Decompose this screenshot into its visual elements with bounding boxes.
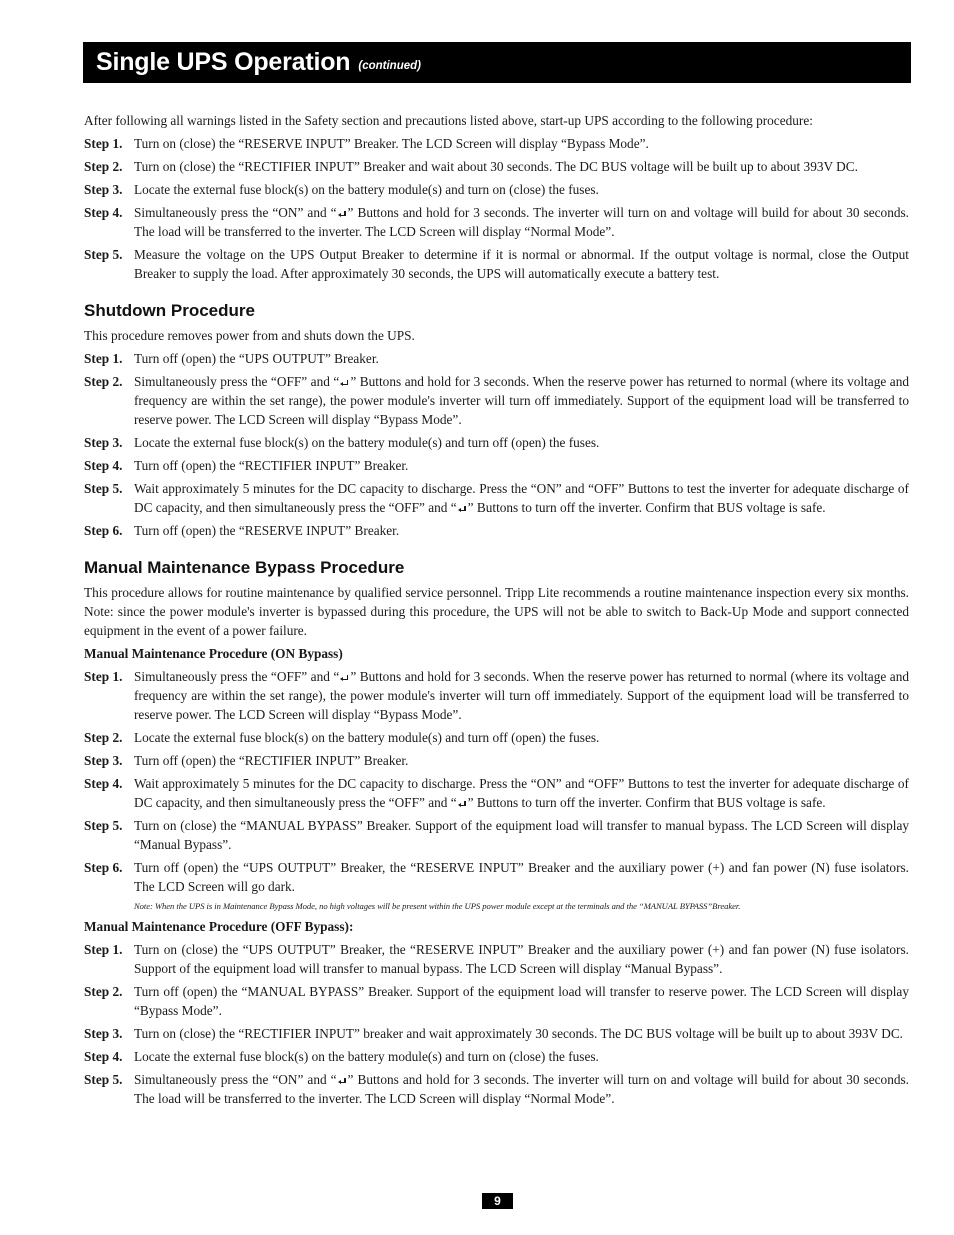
off-bypass-step-4 xyxy=(84,1047,909,1066)
step-text-before-icon: Simultaneously press the “ON” and “ xyxy=(134,1072,337,1087)
step-text: Turn off (open) the “RESERVE INPUT” Breaker. xyxy=(134,523,400,538)
step-text: Measure the voltage on the UPS Output Breaker to determine if it is normal or abnormal. If the output voltage is normal, close the Output Breaker to supply the load. After approximately 30 seconds, the UPS will automatically execute a battery test. xyxy=(134,247,909,281)
startup-step-4 xyxy=(84,203,909,241)
startup-step-3 xyxy=(84,180,909,199)
step-text: Turn on (close) the “UPS OUTPUT” Breaker, the “RESERVE INPUT” Breaker and the auxiliary power (+) and fan power (N) fuse isolators. Support of the equipment load will transfer to manual bypass. The LCD Screen will display “Manual Bypass”. xyxy=(134,942,909,976)
step-text-after-icon: ” Buttons to turn off the inverter. Confirm that BUS voltage is safe. xyxy=(467,500,826,515)
shutdown-step-5 xyxy=(84,479,909,517)
step-label: Step 2. xyxy=(84,984,123,999)
step-text-after-icon: ” Buttons and hold for 3 seconds. When the reserve power has returned to normal (where its voltage and frequency are within the set range), the power module's inverter will turn off immediately. Support of the equipment load will be transferred to reserve power. The LCD Screen will display “Bypass Mode”. xyxy=(134,374,909,427)
shutdown-step-4 xyxy=(84,456,909,475)
startup-step-2 xyxy=(84,157,909,176)
bypass-note: Note: When the UPS is in Maintenance Bypass Mode, no high voltages will be present within the UPS power module except at the terminals and the “MANUAL BYPASS”Breaker. xyxy=(134,901,741,911)
step-label: Step 1. xyxy=(84,351,123,366)
step-text: Turn off (open) the “UPS OUTPUT” Breaker, the “RESERVE INPUT” Breaker and the auxiliary power (+) and fan power (N) fuse isolators. The LCD Screen will go dark. xyxy=(134,860,909,894)
enter-key-icon xyxy=(340,675,349,682)
step-text: Locate the external fuse block(s) on the battery module(s) and turn on (close) the fuses. xyxy=(134,1049,599,1064)
step-label: Step 3. xyxy=(84,753,123,768)
startup-intro: After following all warnings listed in the Safety section and precautions listed above, start-up UPS according to the following procedure: xyxy=(84,113,813,128)
maintenance-intro: This procedure allows for routine maintenance by qualified service personnel. Tripp Lite recommends a routine maintenance inspection every six months. Note: since the power module's inverter is bypassed during this procedure, the UPS will not be able to switch to Back-Up Mode and support connected equipment in the event of a power failure. xyxy=(84,585,909,638)
step-text: Turn off (open) the “UPS OUTPUT” Breaker. xyxy=(134,351,379,366)
off-bypass-step-2 xyxy=(84,982,909,1020)
step-text: Turn on (close) the “MANUAL BYPASS” Breaker. Support of the equipment load will transfer to manual bypass. The LCD Screen will display “Manual Bypass”. xyxy=(134,818,909,852)
step-label: Step 6. xyxy=(84,523,123,538)
page-content xyxy=(84,111,909,1112)
step-text xyxy=(134,372,909,429)
off-bypass-step-5 xyxy=(84,1070,909,1108)
step-label: Step 5. xyxy=(84,818,123,833)
off-bypass-step-3 xyxy=(84,1024,909,1043)
page-number: 9 xyxy=(482,1193,513,1209)
off-bypass-heading: Manual Maintenance Procedure (OFF Bypass): xyxy=(84,919,354,934)
startup-step-5 xyxy=(84,245,909,283)
step-text: Locate the external fuse block(s) on the battery module(s) and turn off (open) the fuses. xyxy=(134,435,600,450)
step-text-before-icon: Wait approximately 5 minutes for the DC capacity to discharge. Press the “ON” and “OFF” Buttons to test the inverter for adequate discharge of DC capacity, and then simultaneously press the “OFF” and “ xyxy=(134,776,909,810)
shutdown-intro: This procedure removes power from and shuts down the UPS. xyxy=(84,328,415,343)
step-text: Turn on (close) the “RECTIFIER INPUT” breaker and wait approximately 30 seconds. The DC BUS voltage will be built up to about 393V DC. xyxy=(134,1026,904,1041)
step-text: Turn on (close) the “RESERVE INPUT” Breaker. The LCD Screen will display “Bypass Mode”. xyxy=(134,136,649,151)
step-label: Step 5. xyxy=(84,247,123,262)
step-text: Turn off (open) the “RECTIFIER INPUT” Breaker. xyxy=(134,753,409,768)
step-label: Step 3. xyxy=(84,1026,123,1041)
step-text: Turn on (close) the “RECTIFIER INPUT” Breaker and wait about 30 seconds. The DC BUS voltage will be built up to about 393V DC. xyxy=(134,159,858,174)
off-bypass-step-1 xyxy=(84,940,909,978)
step-label: Step 2. xyxy=(84,159,123,174)
on-bypass-step-2 xyxy=(84,728,909,747)
step-label: Step 4. xyxy=(84,776,123,791)
step-text: Locate the external fuse block(s) on the battery module(s) and turn off (open) the fuses. xyxy=(134,730,600,745)
step-text-before-icon: Wait approximately 5 minutes for the DC capacity to discharge. Press the “ON” and “OFF” Buttons to test the inverter for adequate discharge of DC capacity, and then simultaneously press the “OFF” and “ xyxy=(134,481,909,515)
on-bypass-step-4 xyxy=(84,774,909,812)
page-title-continued: (continued) xyxy=(358,59,421,72)
maintenance-heading: Manual Maintenance Bypass Procedure xyxy=(84,558,405,577)
enter-key-icon xyxy=(340,380,349,387)
shutdown-step-6 xyxy=(84,521,909,540)
step-label: Step 6. xyxy=(84,860,123,875)
on-bypass-step-6 xyxy=(84,858,909,896)
startup-step-1 xyxy=(84,134,909,153)
step-text xyxy=(134,479,909,517)
enter-key-icon xyxy=(338,211,347,218)
step-text-before-icon: Simultaneously press the “OFF” and “ xyxy=(134,374,340,389)
enter-key-icon xyxy=(338,1078,347,1085)
step-label: Step 1. xyxy=(84,669,123,684)
shutdown-step-2 xyxy=(84,372,909,429)
page-title: Single UPS Operation xyxy=(96,48,351,76)
step-label: Step 5. xyxy=(84,1072,123,1087)
step-label: Step 4. xyxy=(84,205,123,220)
enter-key-icon xyxy=(458,801,467,808)
step-text xyxy=(134,203,909,241)
step-label: Step 3. xyxy=(84,182,123,197)
step-text: Turn off (open) the “RECTIFIER INPUT” Breaker. xyxy=(134,458,409,473)
step-text: Turn off (open) the “MANUAL BYPASS” Breaker. Support of the equipment load will transfer to reserve power. The LCD Screen will display “Bypass Mode”. xyxy=(134,984,909,1018)
step-text-before-icon: Simultaneously press the “ON” and “ xyxy=(134,205,337,220)
on-bypass-heading: Manual Maintenance Procedure (ON Bypass) xyxy=(84,646,343,661)
step-label: Step 2. xyxy=(84,730,123,745)
enter-key-icon xyxy=(458,506,467,513)
step-label: Step 4. xyxy=(84,1049,123,1064)
shutdown-heading: Shutdown Procedure xyxy=(84,301,255,320)
step-text xyxy=(134,1070,909,1108)
on-bypass-step-3 xyxy=(84,751,909,770)
step-text-after-icon: ” Buttons and hold for 3 seconds. When the reserve power has returned to normal (where its voltage and frequency are within the set range), the power module's inverter will turn off immediately. Support of the equipment load will be transferred to reserve power. The LCD Screen will display “Bypass Mode”. xyxy=(134,669,909,722)
step-label: Step 4. xyxy=(84,458,123,473)
step-text: Locate the external fuse block(s) on the battery module(s) and turn on (close) the fuses. xyxy=(134,182,599,197)
step-text-after-icon: ” Buttons and hold for 3 seconds. The inverter will turn on and voltage will build for about 30 seconds. The load will be transferred to the inverter. The LCD Screen will display “Normal Mode”. xyxy=(134,205,909,239)
step-label: Step 2. xyxy=(84,374,123,389)
shutdown-step-3 xyxy=(84,433,909,452)
section-header-bar xyxy=(83,42,911,83)
step-text xyxy=(134,667,909,724)
step-label: Step 1. xyxy=(84,942,123,957)
on-bypass-step-1 xyxy=(84,667,909,724)
step-label: Step 5. xyxy=(84,481,123,496)
step-text-after-icon: ” Buttons and hold for 3 seconds. The inverter will turn on and voltage will build for about 30 seconds. The load will be transferred to the inverter. The LCD Screen will display “Normal Mode”. xyxy=(134,1072,909,1106)
shutdown-step-1 xyxy=(84,349,909,368)
step-text xyxy=(134,774,909,812)
step-text-after-icon: ” Buttons to turn off the inverter. Confirm that BUS voltage is safe. xyxy=(467,795,826,810)
step-text-before-icon: Simultaneously press the “OFF” and “ xyxy=(134,669,340,684)
on-bypass-step-5 xyxy=(84,816,909,854)
step-label: Step 1. xyxy=(84,136,123,151)
step-label: Step 3. xyxy=(84,435,123,450)
